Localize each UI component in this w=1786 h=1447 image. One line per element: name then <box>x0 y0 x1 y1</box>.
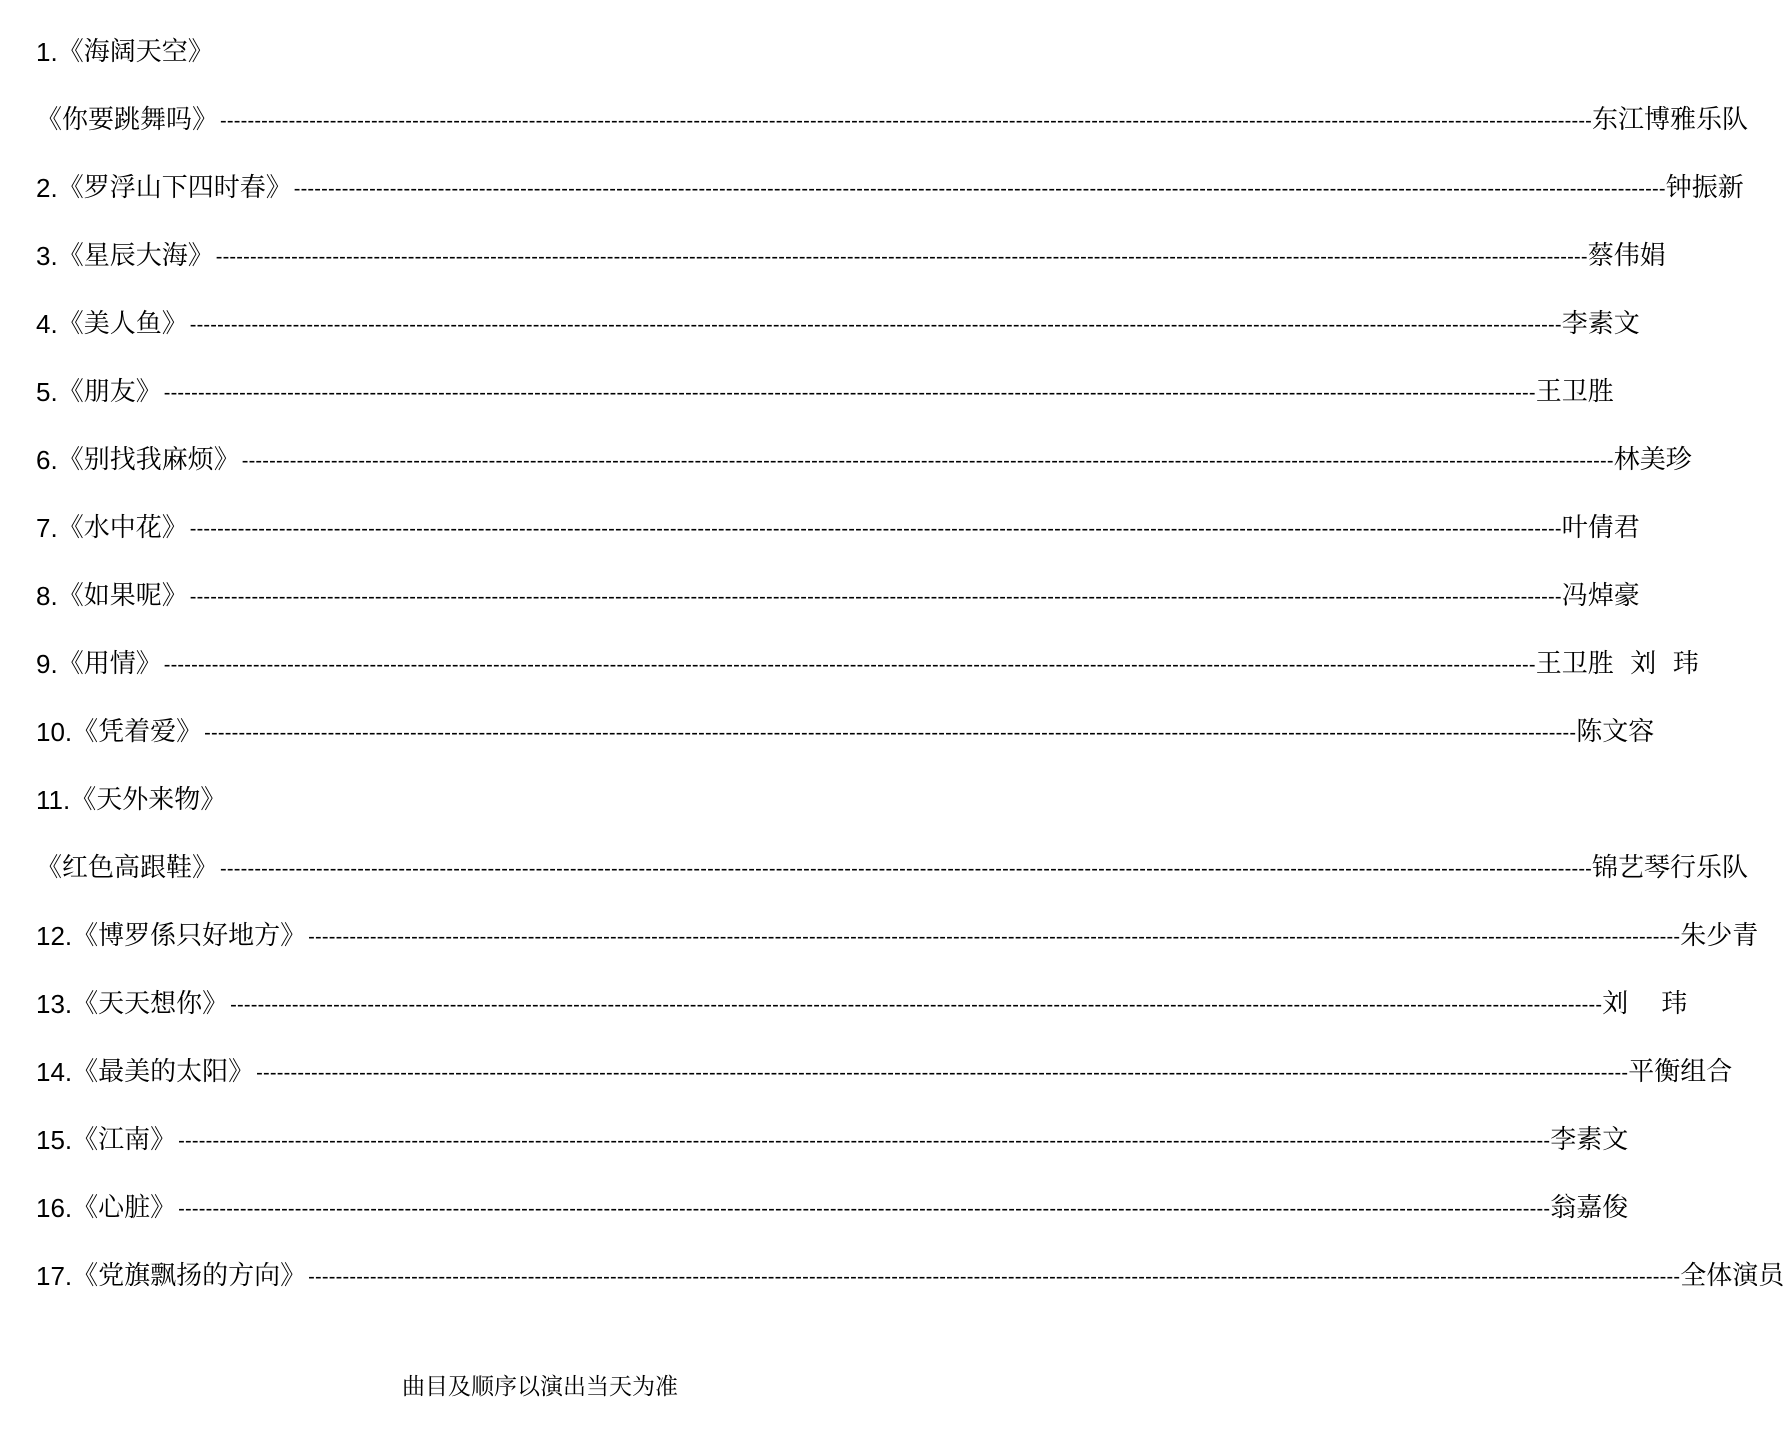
performer-name: 刘 玮 <box>1602 989 1688 1019</box>
song-title: 《红色高跟鞋》 <box>36 853 219 883</box>
item-number: 7. <box>36 513 58 543</box>
song-title: 《江南》 <box>72 1125 177 1155</box>
performer-name: 钟振新 <box>1665 173 1744 203</box>
performer-name: 朱少青 <box>1680 921 1759 951</box>
dotted-leader: -------------------------------------------------------------------------------------------------------------------------------------------------------------------------------------------------------- <box>163 382 1536 404</box>
program-row-4 <box>36 290 1640 358</box>
item-number: 12. <box>36 921 73 951</box>
dotted-leader: -------------------------------------------------------------------------------------------------------------------------------------------------------------------------------------------------------- <box>220 858 1593 880</box>
song-title: 《心脏》 <box>72 1193 177 1223</box>
dotted-leader: -------------------------------------------------------------------------------------------------------------------------------------------------------------------------------------------------------- <box>308 1266 1681 1288</box>
program-row-12 <box>36 902 1759 970</box>
footer-note: 曲目及顺序以演出当天为准 <box>402 1374 678 1400</box>
performer-name: 陈文容 <box>1576 717 1655 747</box>
program-row-10 <box>36 698 1655 766</box>
song-title: 《博罗係只好地方》 <box>72 921 307 951</box>
song-title: 《凭着爱》 <box>72 717 203 747</box>
song-title: 《天外来物》 <box>70 785 227 815</box>
program-list <box>36 18 1785 1310</box>
item-number: 1. <box>36 37 58 67</box>
program-row-1 <box>36 18 1044 86</box>
dotted-leader: -------------------------------------------------------------------------------------------------------------------------------------------------------------------------------------------------------- <box>189 314 1562 336</box>
dotted-leader: -------------------------------------------------------------------------------------------------------------------------------------------------------------------------------------------------------- <box>178 1130 1551 1152</box>
program-row-9 <box>36 630 1699 698</box>
performer-name: 王卫胜 <box>1535 377 1614 407</box>
item-number: 5. <box>36 377 58 407</box>
item-number: 4. <box>36 309 58 339</box>
dotted-leader: -------------------------------------------------------------------------------------------------------------------------------------------------------------------------------------------------------- <box>220 110 1593 132</box>
program-row-13 <box>36 970 1688 1038</box>
performer-name: 李素文 <box>1550 1125 1629 1155</box>
performer-name: 王卫胜 刘 玮 <box>1535 649 1699 679</box>
performer-name: 东江博雅乐队 <box>1592 105 1749 135</box>
performer-name: 冯焯豪 <box>1561 581 1640 611</box>
program-row-1-continued <box>36 86 1749 154</box>
dotted-leader: -------------------------------------------------------------------------------------------------------------------------------------------------------------------------------------------------------- <box>230 994 1603 1016</box>
song-title: 《天天想你》 <box>72 989 229 1019</box>
program-row-5 <box>36 358 1614 426</box>
performer-name: 全体演员 <box>1680 1261 1785 1291</box>
performer-name: 叶倩君 <box>1561 513 1640 543</box>
item-number: 13. <box>36 989 73 1019</box>
program-row-15 <box>36 1106 1629 1174</box>
performer-name: 翁嘉俊 <box>1550 1193 1629 1223</box>
program-row-11 <box>36 766 1044 834</box>
item-number: 8. <box>36 581 58 611</box>
song-title: 《别找我麻烦》 <box>57 445 240 475</box>
song-title: 《党旗飘扬的方向》 <box>72 1261 307 1291</box>
item-number: 17. <box>36 1261 73 1291</box>
dotted-leader: -------------------------------------------------------------------------------------------------------------------------------------------------------------------------------------------------------- <box>178 1198 1551 1220</box>
program-row-2 <box>36 154 1744 222</box>
song-title: 《美人鱼》 <box>57 309 188 339</box>
program-row-7 <box>36 494 1640 562</box>
dotted-leader: -------------------------------------------------------------------------------------------------------------------------------------------------------------------------------------------------------- <box>308 926 1681 948</box>
item-number: 11. <box>36 785 71 815</box>
dotted-leader: -------------------------------------------------------------------------------------------------------------------------------------------------------------------------------------------------------- <box>204 722 1577 744</box>
song-title: 《罗浮山下四时春》 <box>57 173 292 203</box>
song-title: 《最美的太阳》 <box>72 1057 255 1087</box>
dotted-leader: -------------------------------------------------------------------------------------------------------------------------------------------------------------------------------------------------------- <box>215 246 1588 268</box>
item-number: 9. <box>36 649 58 679</box>
dotted-leader: -------------------------------------------------------------------------------------------------------------------------------------------------------------------------------------------------------- <box>189 586 1562 608</box>
item-number: 14. <box>36 1057 73 1087</box>
dotted-leader: -------------------------------------------------------------------------------------------------------------------------------------------------------------------------------------------------------- <box>163 654 1536 676</box>
song-title: 《用情》 <box>57 649 162 679</box>
item-number: 16. <box>36 1193 73 1223</box>
program-row-3 <box>36 222 1666 290</box>
song-title: 《朋友》 <box>57 377 162 407</box>
song-title: 《星辰大海》 <box>57 241 214 271</box>
item-number: 10. <box>36 717 73 747</box>
program-row-16 <box>36 1174 1629 1242</box>
program-row-8 <box>36 562 1640 630</box>
dotted-leader: -------------------------------------------------------------------------------------------------------------------------------------------------------------------------------------------------------- <box>256 1062 1629 1084</box>
program-row-6 <box>36 426 1692 494</box>
dotted-leader: -------------------------------------------------------------------------------------------------------------------------------------------------------------------------------------------------------- <box>293 178 1666 200</box>
performer-name: 平衡组合 <box>1628 1057 1733 1087</box>
performer-name: 李素文 <box>1561 309 1640 339</box>
program-row-11-continued <box>36 834 1749 902</box>
performer-name: 林美珍 <box>1613 445 1692 475</box>
song-title: 《你要跳舞吗》 <box>36 105 219 135</box>
dotted-leader: -------------------------------------------------------------------------------------------------------------------------------------------------------------------------------------------------------- <box>241 450 1614 472</box>
performer-name: 蔡伟娟 <box>1587 241 1666 271</box>
song-title: 《如果呢》 <box>57 581 188 611</box>
dotted-leader: -------------------------------------------------------------------------------------------------------------------------------------------------------------------------------------------------------- <box>189 518 1562 540</box>
item-number: 2. <box>36 173 58 203</box>
item-number: 6. <box>36 445 58 475</box>
program-row-14 <box>36 1038 1733 1106</box>
item-number: 15. <box>36 1125 73 1155</box>
song-title: 《水中花》 <box>57 513 188 543</box>
program-row-17 <box>36 1242 1785 1310</box>
item-number: 3. <box>36 241 58 271</box>
song-title: 《海阔天空》 <box>57 37 214 67</box>
performer-name: 锦艺琴行乐队 <box>1592 853 1749 883</box>
